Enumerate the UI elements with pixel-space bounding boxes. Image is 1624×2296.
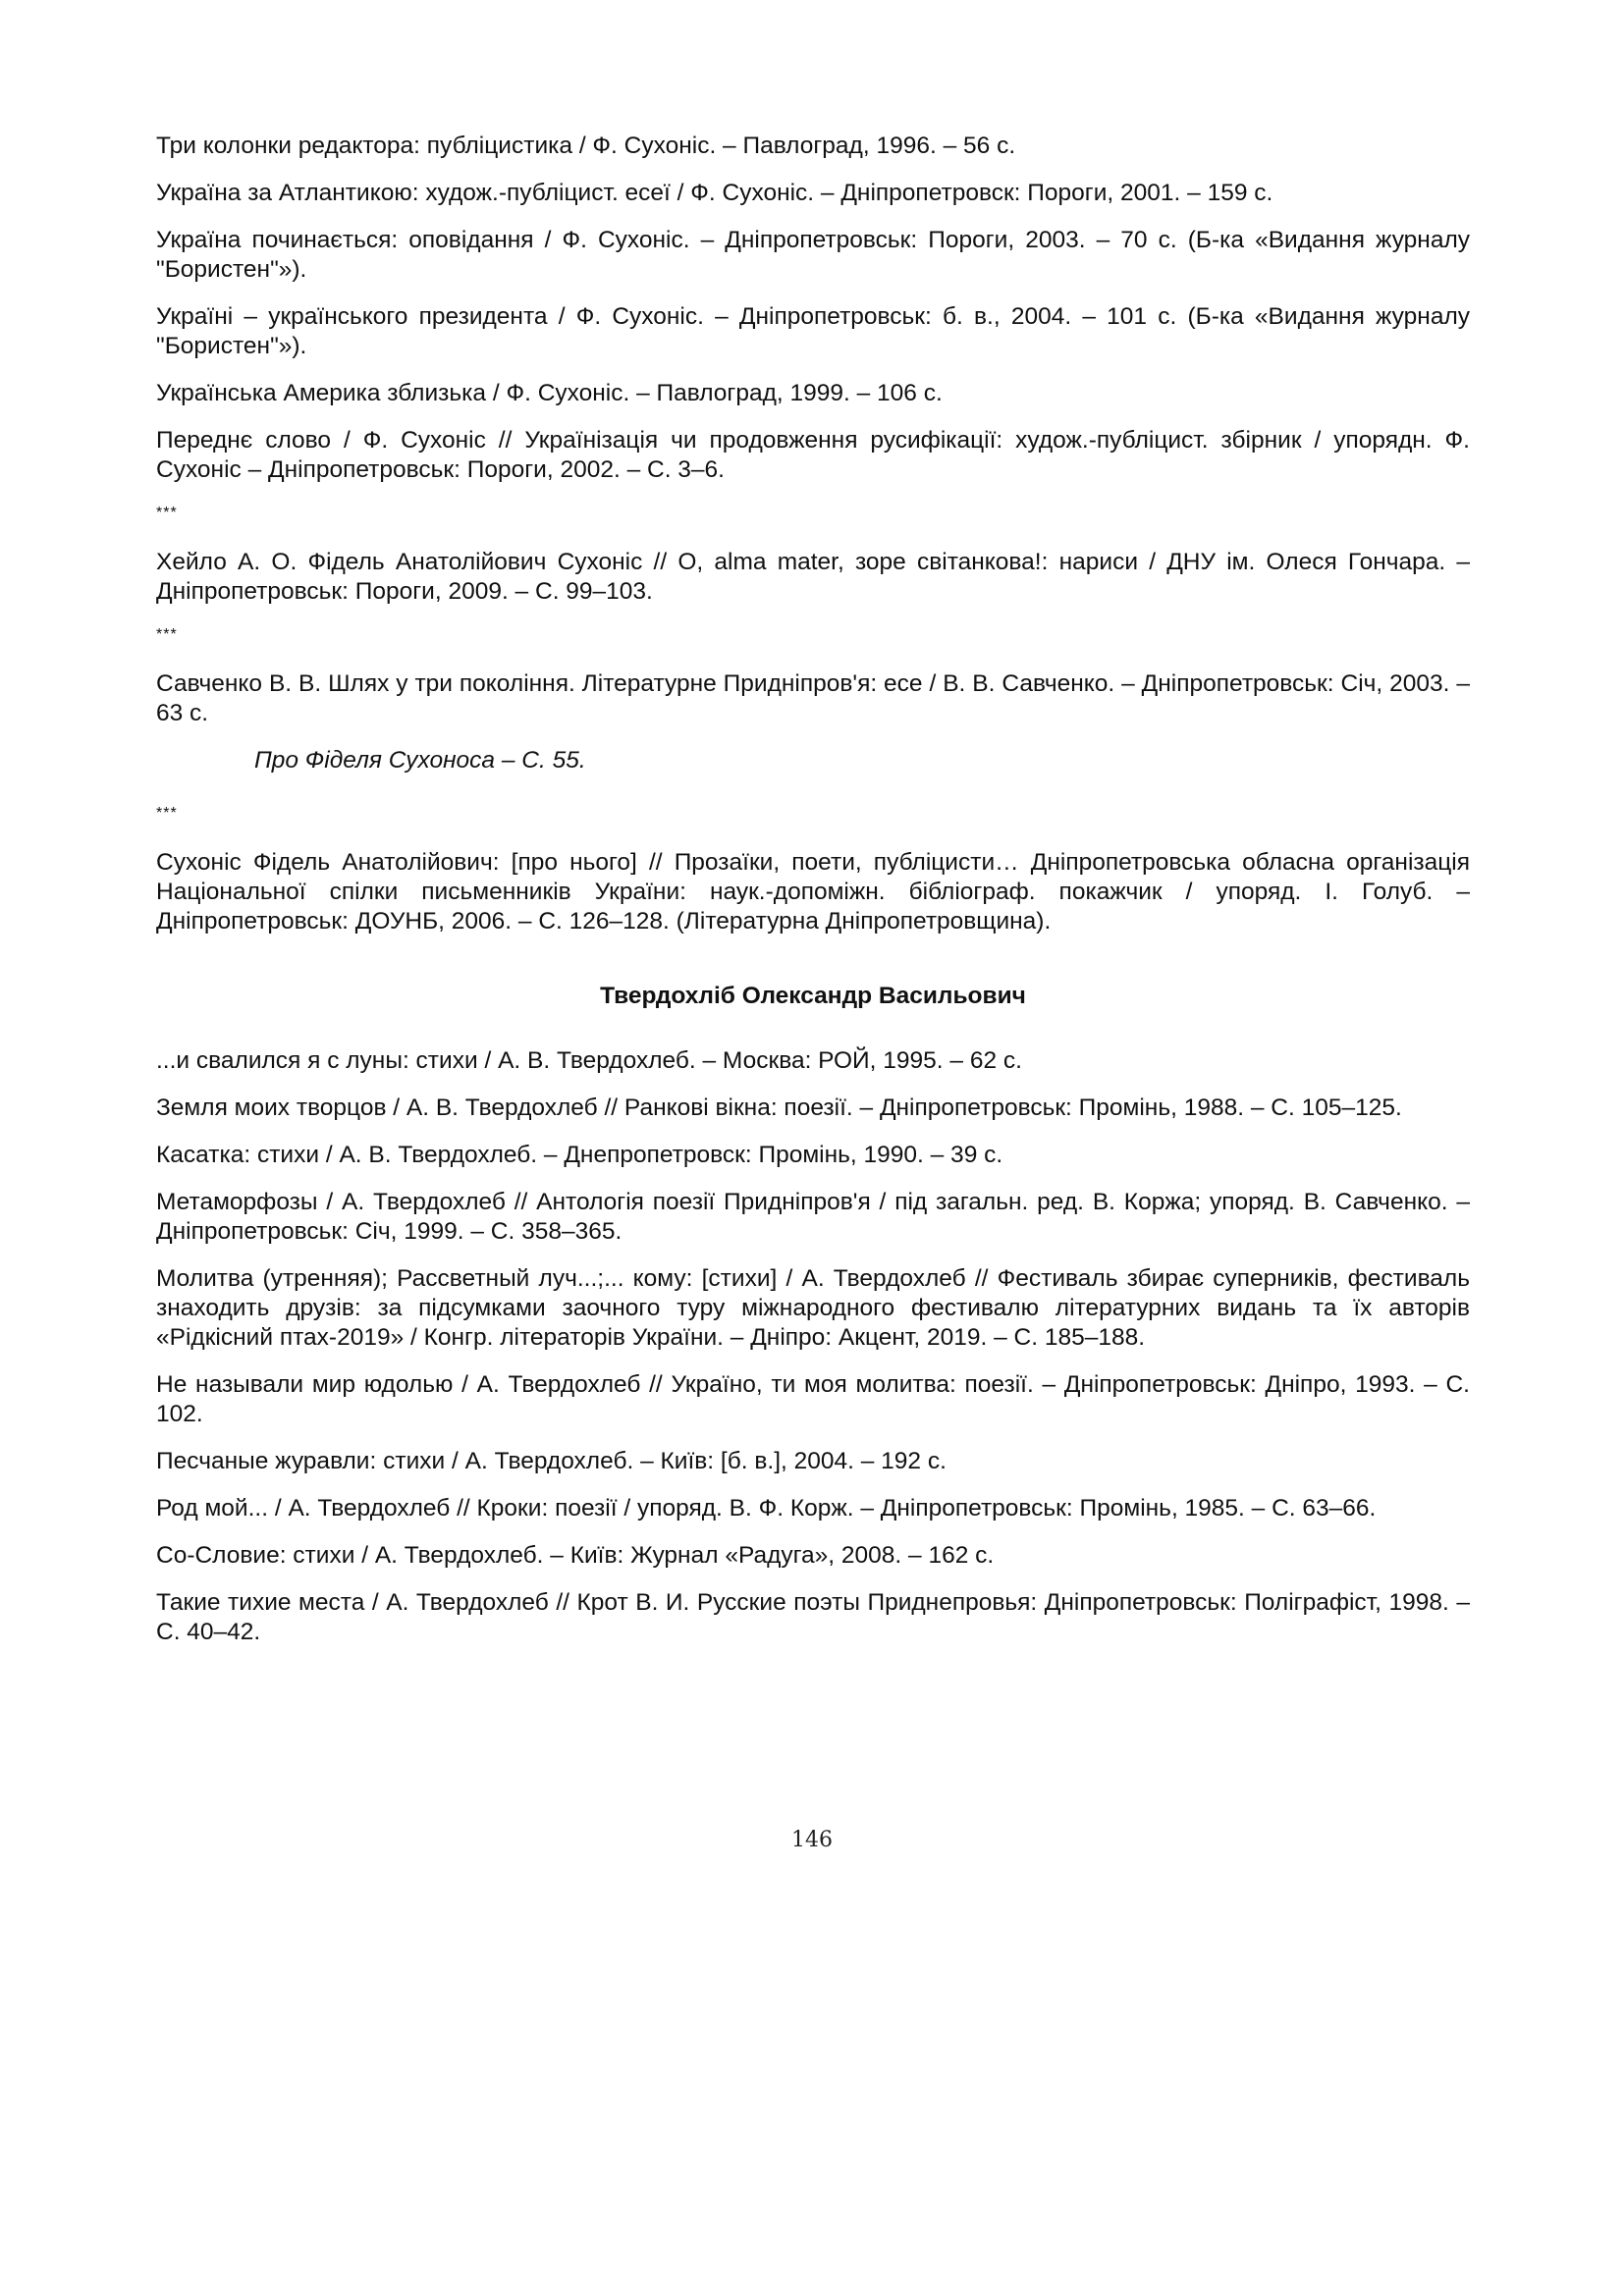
section-separator: *** (156, 505, 178, 521)
bibliography-entry: Україні – українського президента / Ф. Сухоніс. – Дніпропетровськ: б. в., 2004. – 101 с. (Б-ка «Видання журналу "Бористен"»). (156, 303, 1470, 359)
author-heading: Твердохліб Олександр Васильович (600, 983, 1026, 1009)
bibliography-entry: Сухоніс Фідель Анатолійович: [про нього] // Прозаїки, поети, публіцисти… Дніпропетровська обласна організація Національної спілки письменників України: наук.-допоміжн. бібліограф. покажчик / упоряд. І. Голуб. – Дніпропетровськ: ДОУНБ, 2006. – С. 126–128. (Літературна Дніпропетровщина). (156, 849, 1470, 934)
document-page (156, 132, 1470, 1665)
bibliography-entry: Україна починається: оповідання / Ф. Сухоніс. – Дніпропетровськ: Пороги, 2003. – 70 с. (Б-ка «Видання журналу "Бористен"»). (156, 227, 1470, 283)
bibliography-entry: Такие тихие места / А. Твердохлеб // Крот В. И. Русские поэты Приднепровья: Дніпропетровськ: Поліграфіст, 1998. – С. 40–42. (156, 1589, 1470, 1645)
bibliography-entry: Переднє слово / Ф. Сухоніс // Українізація чи продовження русифікації: худож.-публіцист. збірник / упорядн. Ф. Сухоніс – Дніпропетровськ: Пороги, 2002. – С. 3–6. (156, 427, 1470, 483)
bibliography-entry: Три колонки редактора: публіцистика / Ф. Сухоніс. – Павлоград, 1996. – 56 с. (156, 133, 1016, 159)
bibliography-entry: ...и свалился я с луны: стихи / А. В. Твердохлеб. – Москва: РОЙ, 1995. – 62 с. (156, 1047, 1022, 1074)
bibliography-entry: Савченко В. В. Шлях у три покоління. Літературне Придніпров'я: есе / В. В. Савченко. – Дніпропетровськ: Січ, 2003. – 63 с. (156, 670, 1470, 726)
bibliography-entry: Україна за Атлантикою: худож.-публіцист. есеї / Ф. Сухоніс. – Дніпропетровск: Пороги, 2001. – 159 с. (156, 180, 1273, 206)
bibliography-entry: Хейло А. О. Фідель Анатолійович Сухоніс // О, alma mater, зоре світанкова!: нариси / ДНУ ім. Олеся Гончара. – Дніпропетровськ: Пороги, 2009. – С. 99–103. (156, 549, 1470, 605)
bibliography-entry: Род мой... / А. Твердохлеб // Кроки: поезії / упоряд. В. Ф. Корж. – Дніпропетровськ: Промінь, 1985. – С. 63–66. (156, 1495, 1377, 1522)
bibliography-entry: Со-Словие: стихи / А. Твердохлеб. – Київ: Журнал «Радуга», 2008. – 162 с. (156, 1542, 995, 1569)
bibliography-entry: Метаморфозы / А. Твердохлеб // Антологія поезії Придніпров'я / під загальн. ред. В. Коржа; упоряд. В. Савченко. – Дніпропетровськ: Січ, 1999. – С. 358–365. (156, 1189, 1470, 1245)
bibliography-entry: Українська Америка зблизька / Ф. Сухоніс. – Павлоград, 1999. – 106 с. (156, 380, 943, 406)
entry-note: Про Фіделя Сухоноса – С. 55. (254, 747, 586, 774)
page-number: 146 (791, 1828, 833, 1852)
bibliography-entry: Не называли мир юдолью / А. Твердохлеб // Україно, ти моя молитва: поезії. – Дніпропетровськ: Дніпро, 1993. – С. 102. (156, 1371, 1470, 1427)
bibliography-entry: Молитва (утренняя); Рассветный луч...;... кому: [стихи] / А. Твердохлеб // Фестиваль збирає суперників, фестиваль знаходить друзів: за підсумками заочного туру міжнародного фестивалю літературних видань та їх авторів «Рідкісний птах-2019» / Конгр. літераторів України. – Дніпро: Акцент, 2019. – С. 185–188. (156, 1265, 1470, 1351)
section-separator: *** (156, 626, 178, 643)
bibliography-entry: Песчаные журавли: стихи / А. Твердохлеб. – Київ: [б. в.], 2004. – 192 с. (156, 1448, 947, 1474)
bibliography-entry: Касатка: стихи / А. В. Твердохлеб. – Днепропетровск: Промінь, 1990. – 39 с. (156, 1142, 1003, 1168)
section-separator: *** (156, 805, 178, 822)
bibliography-entry: Земля моих творцов / А. В. Твердохлеб // Ранкові вікна: поезії. – Дніпропетровськ: Промінь, 1988. – С. 105–125. (156, 1095, 1402, 1121)
